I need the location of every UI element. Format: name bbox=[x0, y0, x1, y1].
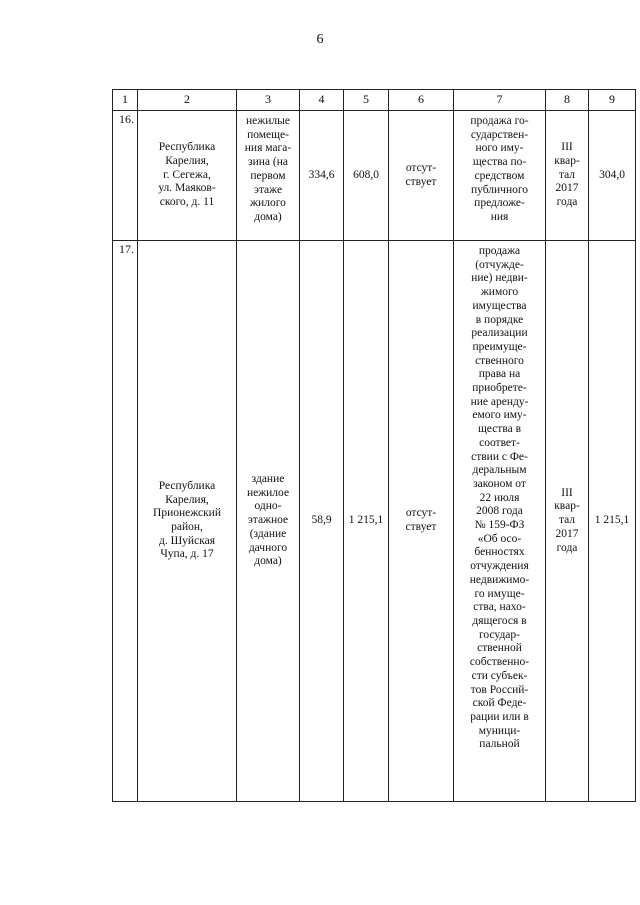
header-cell: 3 bbox=[237, 90, 300, 111]
revenue-cell: 304,0 bbox=[599, 168, 625, 181]
price-cell: 608,0 bbox=[353, 168, 379, 181]
header-cell: 4 bbox=[300, 90, 344, 111]
header-cell: 1 bbox=[113, 90, 138, 111]
address-cell: Республика Карелия, Прионежский район, д. Шуйская Чупа, д. 17 bbox=[153, 479, 221, 561]
encumbrance-cell: отсут- ствует bbox=[405, 507, 437, 533]
row-number: 16. bbox=[113, 111, 138, 241]
header-cell: 7 bbox=[454, 90, 546, 111]
page-number: 6 bbox=[316, 32, 324, 47]
area-cell: 58,9 bbox=[311, 514, 332, 527]
header-row bbox=[113, 90, 636, 111]
area-cell: 334,6 bbox=[308, 168, 335, 181]
encumbrance-cell: отсут- ствует bbox=[405, 161, 437, 188]
property-table bbox=[112, 89, 636, 802]
method-cell: продажа (отчужде- ние) недви- жимого имущества в порядке реализации преимуще- ственного права на приобрете- ние аренду- емого иму- щества в соответ- ствии с Фе- деральным законом от 22 июля 2008 года № 159-ФЗ «Об осо- бенностях отчуждения недвижимо- го имуще- ства, нахо- дящегося в государ- ственной собственно- сти субъек- тов Россий- ской Феде- рации или в муници- пальной bbox=[469, 245, 530, 751]
price-cell: 1 215,1 bbox=[348, 514, 384, 527]
revenue-cell: 1 215,1 bbox=[594, 514, 630, 527]
header-cell: 5 bbox=[344, 90, 389, 111]
address-cell: Республика Карелия, г. Сегежа, ул. Маяков- ского, д. 11 bbox=[158, 141, 216, 209]
object-cell: нежилые помеще- ния мага- зина (на первом этаже жилого дома) bbox=[244, 115, 292, 223]
header-cell: 9 bbox=[589, 90, 636, 111]
period-cell: III квар- тал 2017 года bbox=[554, 141, 580, 209]
header-cell: 6 bbox=[389, 90, 454, 111]
row-number: 17. bbox=[113, 241, 138, 802]
method-cell: продажа го- сударствен- ного иму- щества по- средством публичного предложе- ния bbox=[470, 115, 529, 223]
header-cell: 2 bbox=[138, 90, 237, 111]
table-row bbox=[113, 241, 636, 802]
table-row bbox=[113, 111, 636, 241]
object-cell: здание нежилое одно- этажное (здание дачного дома) bbox=[246, 473, 290, 568]
period-cell: III квар- тал 2017 года bbox=[554, 486, 580, 554]
header-cell: 8 bbox=[546, 90, 589, 111]
